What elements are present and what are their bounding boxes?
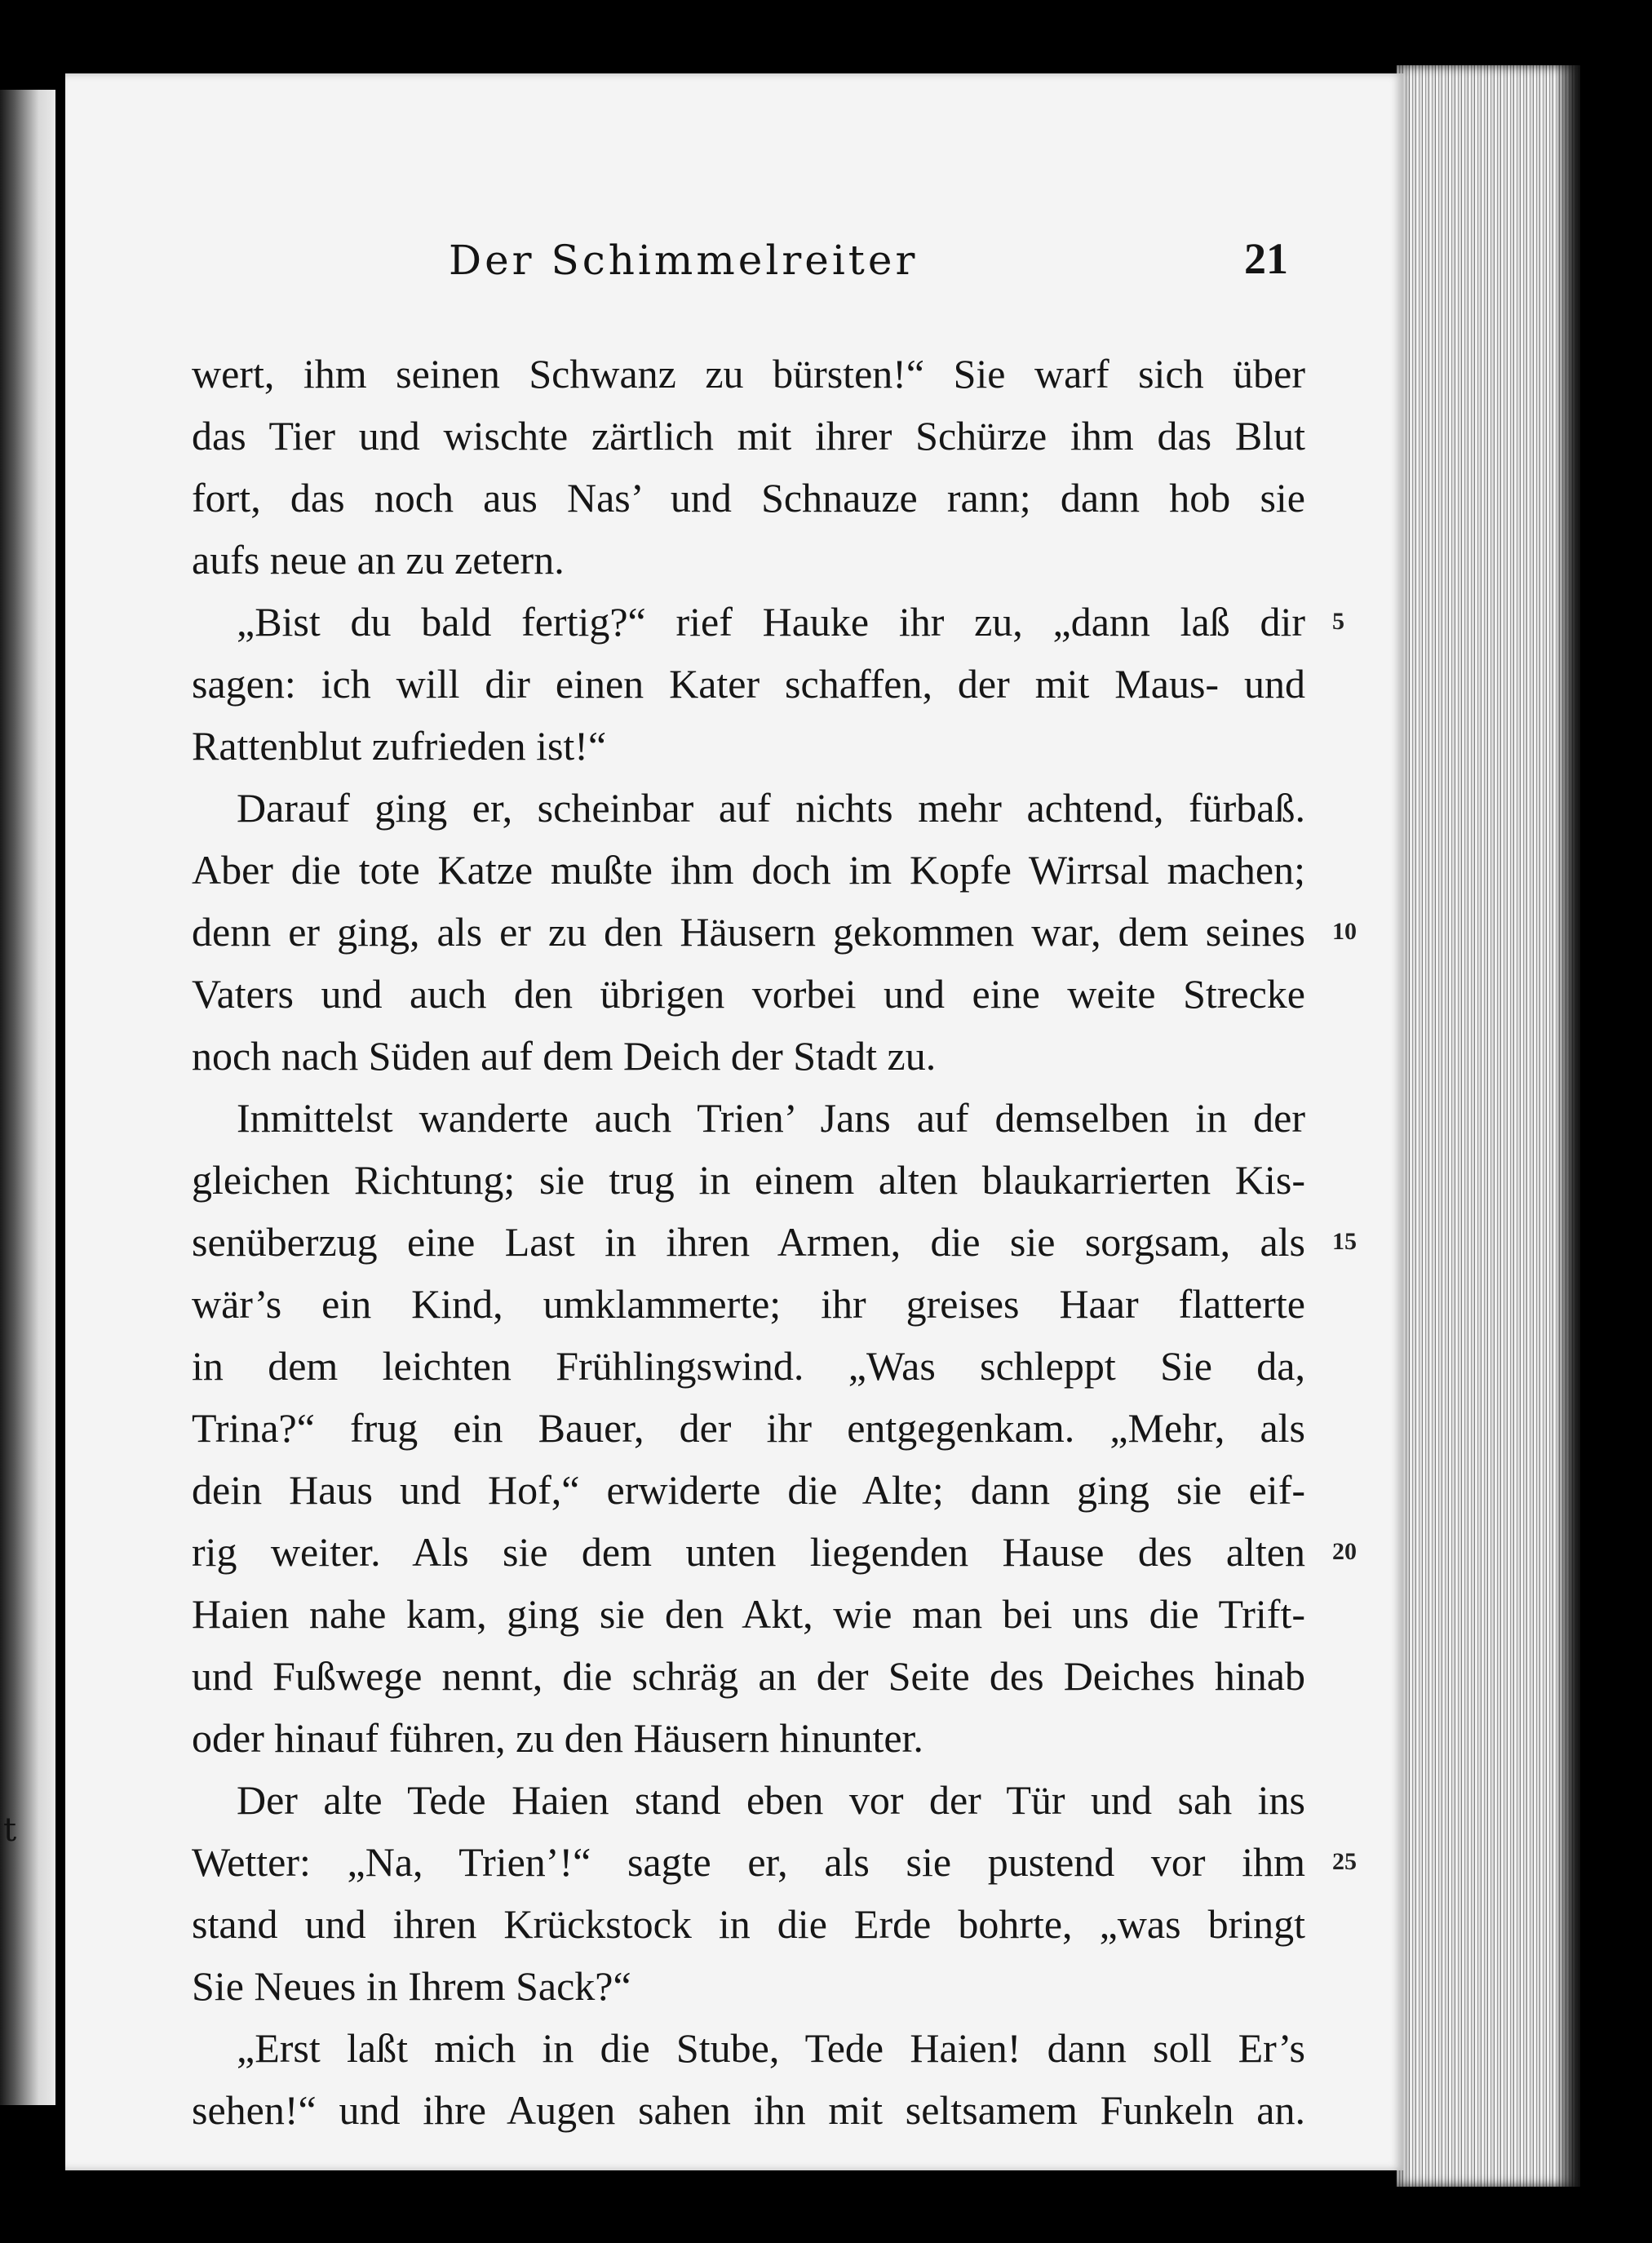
text-line: Inmittelst wanderte auch Trien’ Jans auf demselben in der: [237, 1095, 1305, 1141]
text-line: Rattenblut zufrieden ist!“: [192, 723, 607, 769]
text-line: Haien nahe kam, ging sie den Akt, wie man bei uns die Trift-: [192, 1591, 1305, 1637]
text-line: Aber die tote Katze mußte ihm doch im Kopfe Wirrsal machen;: [192, 847, 1305, 893]
facing-page-fragment: t: [3, 1811, 17, 1849]
line-number: 25: [1332, 1848, 1357, 1875]
text-line: aufs neue an zu zetern.: [192, 537, 565, 583]
line-number: 5: [1332, 608, 1344, 635]
line-number: 15: [1332, 1228, 1357, 1255]
text-line: noch nach Süden auf dem Deich der Stadt zu.: [192, 1033, 937, 1079]
text-line: oder hinauf führen, zu den Häusern hinunter.: [192, 1715, 923, 1761]
running-title: Der Schimmelreiter: [449, 237, 919, 284]
text-line: denn er ging, als er zu den Häusern gekommen war, dem seines: [192, 909, 1305, 955]
text-line: dein Haus und Hof,“ erwiderte die Alte; dann ging sie eif-: [192, 1467, 1305, 1513]
text-line: Darauf ging er, scheinbar auf nichts mehr achtend, fürbaß.: [237, 785, 1305, 831]
text-line: sehen!“ und ihre Augen sahen ihn mit seltsamem Funkeln an.: [192, 2087, 1305, 2133]
text-line: stand und ihren Krückstock in die Erde bohrte, „was bringt: [192, 1901, 1305, 1947]
text-line: Der alte Tede Haien stand eben vor der Tür und sah ins: [237, 1777, 1305, 1823]
text-line: senüberzug eine Last in ihren Armen, die sie sorgsam, als: [192, 1219, 1305, 1265]
text-line: rig weiter. Als sie dem unten liegenden Hause des alten: [192, 1529, 1305, 1575]
text-line: gleichen Richtung; sie trug in einem alten blaukarrierten Kis-: [192, 1157, 1305, 1203]
text-line: Sie Neues in Ihrem Sack?“: [192, 1963, 631, 2009]
line-number: 10: [1332, 918, 1357, 945]
text-line: und Fußwege nennt, die schräg an der Seite des Deiches hinab: [192, 1653, 1305, 1699]
text-line: in dem leichten Frühlingswind. „Was schleppt Sie da,: [192, 1343, 1305, 1389]
book-page: [65, 73, 1403, 2170]
text-line: das Tier und wischte zärtlich mit ihrer Schürze ihm das Blut: [192, 413, 1305, 459]
text-line: wär’s ein Kind, umklammerte; ihr greises Haar flatterte: [192, 1281, 1305, 1327]
text-line: „Erst laßt mich in die Stube, Tede Haien! dann soll Er’s: [237, 2025, 1305, 2071]
text-line: sagen: ich will dir einen Kater schaffen, der mit Maus- und: [192, 661, 1305, 707]
line-number: 20: [1332, 1538, 1357, 1565]
text-line: Wetter: „Na, Trien’!“ sagte er, als sie pustend vor ihm: [192, 1839, 1305, 1885]
text-line: fort, das noch aus Nas’ und Schnauze rann; dann hob sie: [192, 475, 1305, 521]
text-line: „Bist du bald fertig?“ rief Hauke ihr zu, „dann laß dir: [237, 599, 1305, 645]
page-number: 21: [1244, 234, 1288, 283]
facing-page-edge: [0, 90, 55, 2105]
page-stack-edge: [1397, 65, 1580, 2187]
text-line: wert, ihm seinen Schwanz zu bürsten!“ Sie warf sich über: [192, 351, 1305, 397]
text-line: Vaters und auch den übrigen vorbei und eine weite Strecke: [192, 971, 1305, 1017]
text-line: Trina?“ frug ein Bauer, der ihr entgegenkam. „Mehr, als: [192, 1405, 1305, 1451]
